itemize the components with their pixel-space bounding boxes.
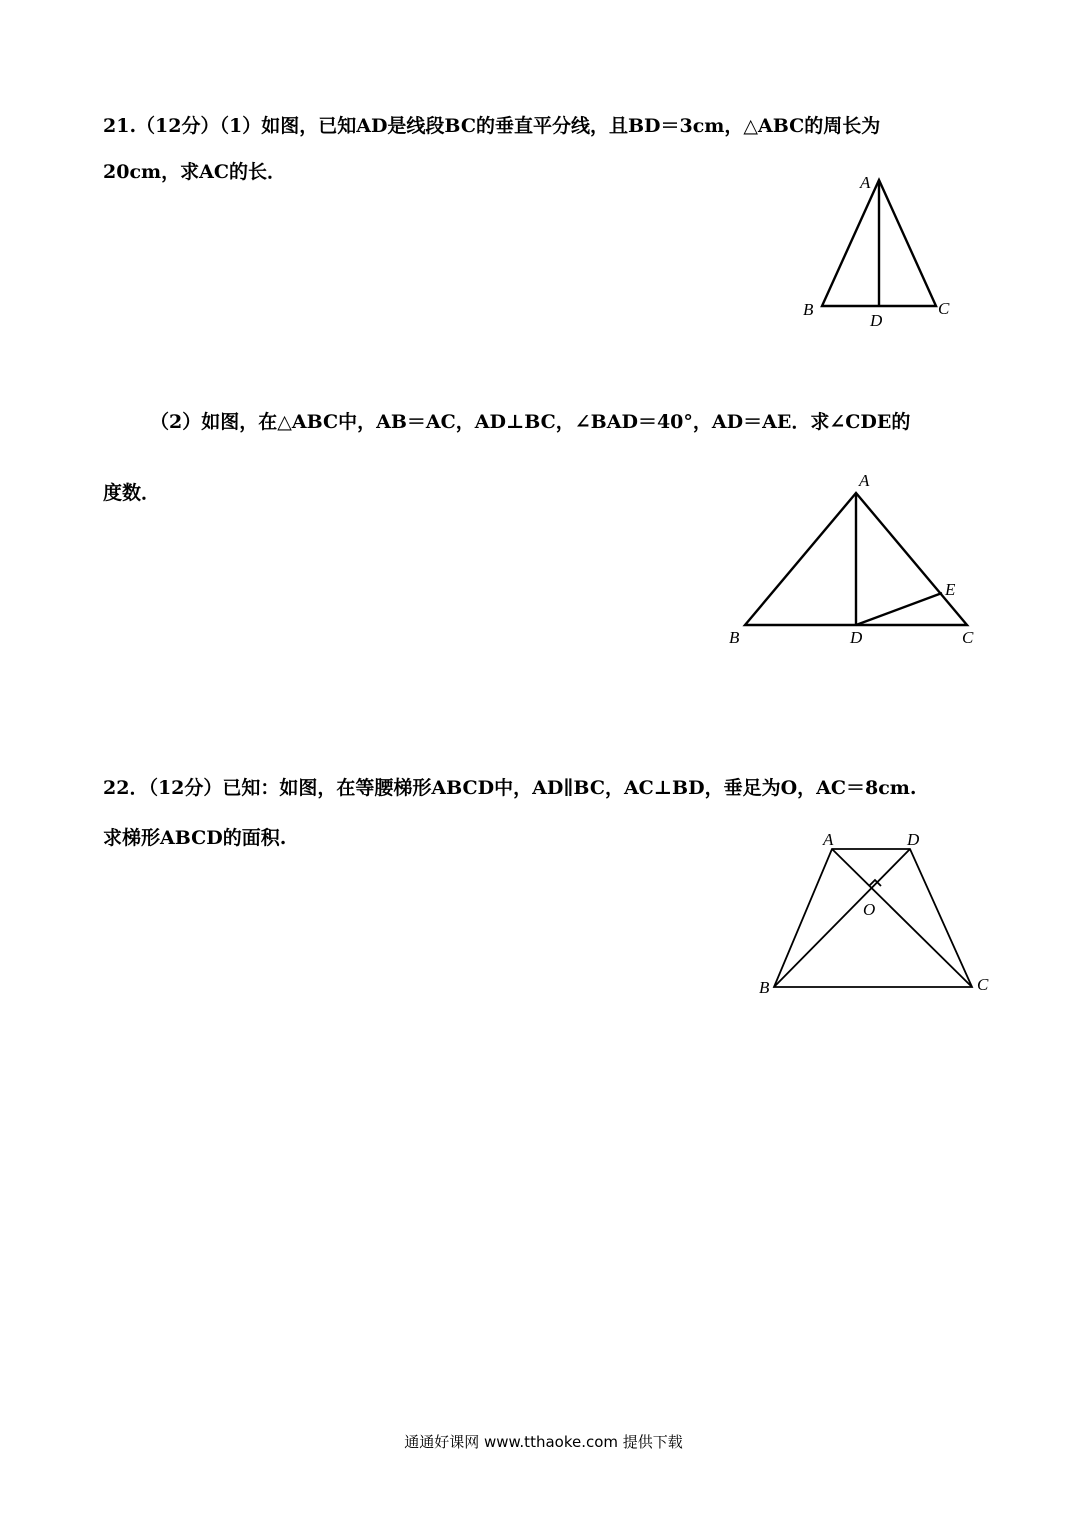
figure-triangle-abc-bisector <box>790 160 970 340</box>
label-d: D <box>850 628 863 647</box>
problem22-line2: 求梯形ABCD的面积. <box>103 827 287 849</box>
label-c: C <box>962 628 974 647</box>
label-b: B <box>729 628 740 647</box>
problem22-line1: 22．（12分）已知：如图，在等腰梯形ABCD中，AD∥BC，AC⊥BD，垂足为O，AC＝8cm. <box>103 777 917 799</box>
label-b: B <box>803 300 814 319</box>
figure-triangle-abc-ade <box>720 465 1000 665</box>
problem21-part2-line1: （2）如图，在△ABC中，AB＝AC，AD⊥BC，∠BAD＝40°，AD＝AE．求∠CDE的 <box>150 411 911 433</box>
footer-text: 通通好课网 www.tthaoke.com 提供下载 <box>404 1433 683 1451</box>
label-d: D <box>870 311 883 330</box>
label-o: O <box>863 900 876 919</box>
problem21-part2-line2: 度数． <box>103 482 161 504</box>
label-e: E <box>945 580 956 599</box>
label-a: A <box>860 173 871 192</box>
figure-trapezoid-abcd <box>750 825 1010 1005</box>
diagonal-ac <box>832 849 972 987</box>
problem21-part1-line1: 21.（12分）（1）如图，已知AD是线段BC的垂直平分线，且BD＝3cm，△ABC的周长为 <box>103 115 881 137</box>
label-b: B <box>759 978 770 997</box>
label-a: A <box>823 830 834 849</box>
segment-de <box>856 593 942 625</box>
label-c: C <box>977 975 989 994</box>
label-c: C <box>938 299 950 318</box>
problem21-part1-line2: 20cm，求AC的长． <box>103 161 286 183</box>
diagonal-bd <box>774 849 910 987</box>
label-d: D <box>907 830 920 849</box>
label-a: A <box>859 471 870 490</box>
